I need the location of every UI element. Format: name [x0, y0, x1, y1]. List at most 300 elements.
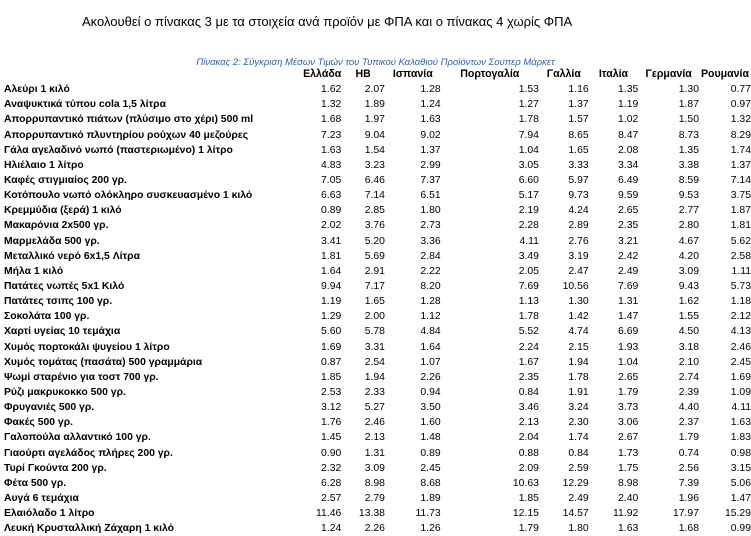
price-cell: 1.32 [321, 99, 342, 111]
price-cell: 5.20 [364, 235, 385, 247]
price-cell: 5.06 [730, 477, 751, 489]
header-country: Ελλάδα [303, 68, 342, 81]
price-cell: 3.50 [420, 402, 441, 414]
table-row [4, 400, 751, 415]
price-cell: 2.26 [364, 523, 385, 535]
price-cell: 2.77 [678, 205, 699, 217]
intro-paragraph: Ακολουθεί ο πίνακας 3 με τα στοιχεία ανά προϊόν με ΦΠΑ και ο πίνακας 4 χωρίς ΦΠΑ [82, 14, 573, 29]
price-cell: 0.98 [730, 447, 751, 459]
price-cell: 2.47 [568, 265, 589, 277]
price-cell: 11.73 [415, 508, 441, 520]
product-name: Αυγά 6 τεμάχια [4, 493, 79, 504]
price-cell: 1.62 [321, 84, 342, 96]
price-cell: 3.09 [364, 462, 385, 474]
price-cell: 6.60 [518, 175, 539, 187]
price-cell: 8.29 [730, 129, 751, 141]
price-cell: 8.98 [618, 477, 639, 489]
price-cell: 1.79 [518, 523, 539, 535]
product-name: Καφές στιγμιαίος 200 γρ. [4, 175, 127, 187]
price-cell: 2.45 [420, 462, 441, 474]
price-cell: 3.38 [678, 159, 699, 171]
price-cell: 1.85 [518, 493, 539, 504]
price-cell: 0.89 [420, 447, 441, 459]
price-cell: 2.05 [518, 265, 539, 277]
price-cell: 1.31 [618, 296, 639, 308]
price-cell: 3.41 [321, 235, 342, 247]
price-cell: 1.27 [518, 99, 539, 111]
price-cell: 3.31 [364, 341, 385, 353]
price-cell: 2.09 [518, 462, 539, 474]
product-name: Ψωμί σταρένιο για τοστ 700 γρ. [4, 371, 159, 383]
price-cell: 2.15 [568, 341, 589, 353]
price-cell: 2.19 [518, 205, 539, 217]
price-cell: 7.17 [364, 281, 385, 293]
price-cell: 2.74 [678, 371, 699, 383]
price-cell: 2.04 [518, 432, 539, 444]
header-country: Γερμανία [645, 68, 692, 81]
price-cell: 4.74 [568, 326, 589, 338]
product-name: Πατάτες νωπές 5x1 Κιλό [4, 281, 125, 293]
price-cell: 1.47 [730, 493, 751, 504]
price-cell: 1.69 [321, 341, 342, 353]
price-cell: 2.76 [568, 235, 589, 247]
price-cell: 7.05 [321, 175, 342, 187]
table-row [4, 324, 751, 339]
price-cell: 1.57 [568, 114, 589, 126]
price-cell: 1.65 [568, 144, 589, 156]
price-cell: 2.02 [321, 220, 342, 232]
product-name: Αναψυκτικά τύπου cola 1,5 λίτρα [4, 99, 166, 111]
price-cell: 3.15 [730, 462, 751, 474]
price-cell: 3.73 [618, 402, 639, 414]
price-cell: 1.79 [618, 387, 639, 399]
price-cell: 1.30 [568, 296, 589, 308]
price-cell: 2.42 [618, 250, 639, 262]
price-cell: 1.30 [678, 84, 699, 96]
price-cell: 1.37 [568, 99, 589, 111]
price-cell: 7.69 [618, 281, 639, 293]
price-cell: 1.11 [731, 265, 751, 277]
price-cell: 2.57 [321, 493, 342, 504]
product-name: Γάλα αγελαδινό νωπό (παστεριωμένο) 1 λίτρο [4, 144, 233, 156]
product-name: Ηλιέλαιο 1 λίτρο [4, 159, 84, 171]
price-cell: 1.24 [321, 523, 342, 535]
price-cell: 1.63 [618, 523, 639, 535]
price-cell: 4.11 [519, 235, 539, 247]
price-cell: 2.35 [618, 220, 639, 232]
price-cell: 3.36 [420, 235, 441, 247]
price-cell: 2.37 [678, 417, 699, 429]
price-cell: 9.02 [420, 129, 441, 141]
price-cell: 1.79 [678, 432, 699, 444]
price-cell: 0.89 [321, 205, 342, 217]
price-cell: 2.73 [420, 220, 441, 232]
price-cell: 1.87 [678, 99, 699, 111]
price-cell: 2.13 [518, 417, 539, 429]
price-cell: 1.73 [618, 447, 639, 459]
price-cell: 1.80 [568, 523, 589, 535]
table-row [4, 415, 751, 430]
price-cell: 3.49 [518, 250, 539, 262]
price-cell: 15.29 [724, 508, 751, 520]
price-cell: 7.39 [678, 477, 699, 489]
price-cell: 1.26 [420, 523, 441, 535]
price-cell: 5.73 [730, 281, 751, 293]
price-cell: 4.40 [678, 402, 699, 414]
price-cell: 2.53 [321, 387, 342, 399]
price-cell: 1.47 [618, 311, 639, 323]
price-cell: 0.90 [321, 447, 342, 459]
price-cell: 1.81 [730, 220, 751, 232]
price-cell: 3.33 [568, 159, 589, 171]
price-cell: 2.89 [568, 220, 589, 232]
price-cell: 8.47 [618, 129, 639, 141]
price-cell: 1.75 [618, 462, 639, 474]
price-cell: 1.94 [364, 371, 385, 383]
table-row [4, 461, 751, 476]
product-name: Τυρί Γκούντα 200 γρ. [4, 462, 107, 474]
price-cell: 1.94 [568, 356, 589, 368]
table-row [4, 521, 751, 536]
price-cell: 6.28 [321, 477, 342, 489]
price-cell: 6.69 [618, 326, 639, 338]
price-cell: 0.97 [730, 99, 751, 111]
table-row [4, 476, 751, 491]
price-cell: 1.63 [730, 417, 751, 429]
price-cell: 5.60 [321, 326, 342, 338]
price-cell: 8.98 [364, 477, 385, 489]
price-cell: 2.79 [364, 493, 385, 504]
table-row [4, 309, 751, 324]
price-cell: 1.50 [678, 114, 699, 126]
price-cell: 2.58 [730, 250, 751, 262]
header-country: ΗΒ [355, 68, 371, 81]
price-cell: 11.46 [316, 508, 342, 520]
price-cell: 1.74 [568, 432, 589, 444]
price-cell: 4.13 [730, 326, 751, 338]
price-cell: 1.78 [518, 114, 539, 126]
product-name: Αλεύρι 1 κιλό [4, 84, 70, 96]
product-name: Φακές 500 γρ. [4, 417, 74, 429]
product-name: Χυμός τομάτας (πασάτα) 500 γραμμάρια [4, 356, 203, 368]
price-cell: 5.69 [364, 250, 385, 262]
price-cell: 11.92 [613, 508, 639, 520]
price-cell: 1.42 [568, 311, 589, 323]
product-name: Φρυγανιές 500 γρ. [4, 402, 95, 414]
price-cell: 1.32 [730, 114, 751, 126]
price-cell: 1.68 [321, 114, 342, 126]
price-cell: 9.73 [568, 190, 589, 202]
price-cell: 9.53 [678, 190, 699, 202]
price-cell: 8.65 [568, 129, 589, 141]
price-cell: 7.14 [730, 175, 751, 187]
price-cell: 1.91 [568, 387, 589, 399]
price-cell: 1.78 [518, 311, 539, 323]
table-row [4, 234, 751, 249]
price-cell: 1.83 [730, 432, 751, 444]
price-cell: 3.12 [321, 402, 342, 414]
table-row [4, 385, 751, 400]
header-country: Ιταλία [598, 68, 629, 81]
price-cell: 1.02 [618, 114, 639, 126]
price-cell: 1.12 [420, 311, 441, 323]
price-cell: 12.15 [512, 508, 539, 520]
price-cell: 9.94 [321, 281, 342, 293]
price-cell: 7.23 [321, 129, 342, 141]
price-cell: 0.88 [518, 447, 539, 459]
price-cell: 2.99 [420, 159, 441, 171]
price-cell: 1.16 [568, 84, 589, 96]
price-cell: 2.10 [678, 356, 699, 368]
price-cell: 6.46 [364, 175, 385, 187]
price-cell: 2.26 [420, 371, 441, 383]
price-cell: 0.77 [730, 84, 751, 96]
table-row [4, 491, 751, 506]
price-cell: 8.59 [678, 175, 699, 187]
table-row [4, 355, 751, 370]
product-name: Κρεμμύδια (ξερά) 1 κιλό [4, 205, 122, 217]
price-cell: 17.97 [672, 508, 699, 520]
table-row [4, 264, 751, 279]
price-cell: 2.45 [730, 356, 751, 368]
table-row [4, 506, 751, 521]
table-row [4, 173, 751, 188]
price-cell: 0.99 [730, 523, 751, 535]
table-row [4, 249, 751, 264]
product-name: Χαρτί υγείας 10 τεμάχια [4, 326, 121, 338]
price-cell: 5.97 [568, 175, 589, 187]
price-cell: 4.50 [678, 326, 699, 338]
price-cell: 5.78 [364, 326, 385, 338]
price-cell: 5.27 [364, 402, 385, 414]
price-cell: 1.37 [730, 159, 751, 171]
price-cell: 6.51 [420, 190, 441, 202]
price-cell: 1.65 [364, 296, 385, 308]
price-cell: 3.05 [518, 159, 539, 171]
price-cell: 2.49 [568, 493, 589, 504]
product-name: Μακαρόνια 2x500 γρ. [4, 220, 109, 232]
price-cell: 1.35 [678, 144, 699, 156]
price-cell: 5.17 [518, 190, 539, 202]
price-cell: 1.07 [420, 356, 441, 368]
price-cell: 1.13 [518, 296, 539, 308]
price-cell: 3.75 [730, 190, 751, 202]
price-cell: 7.37 [420, 175, 441, 187]
price-cell: 2.46 [364, 417, 385, 429]
price-cell: 1.64 [420, 341, 441, 353]
price-cell: 1.35 [618, 84, 639, 96]
price-cell: 1.74 [730, 144, 751, 156]
price-cell: 7.94 [518, 129, 539, 141]
price-cell: 4.11 [731, 402, 751, 414]
price-cell: 3.34 [618, 159, 639, 171]
price-cell: 3.21 [618, 235, 639, 247]
price-cell: 3.46 [518, 402, 539, 414]
price-cell: 2.80 [678, 220, 699, 232]
price-cell: 1.64 [321, 265, 342, 277]
price-cell: 2.59 [568, 462, 589, 474]
price-cell: 5.52 [518, 326, 539, 338]
price-cell: 4.84 [420, 326, 441, 338]
price-cell: 6.63 [321, 190, 342, 202]
price-cell: 2.07 [364, 84, 385, 96]
price-cell: 1.76 [321, 417, 342, 429]
product-name: Μαρμελάδα 500 γρ. [4, 235, 100, 247]
price-cell: 4.67 [678, 235, 699, 247]
price-cell: 4.83 [321, 159, 342, 171]
price-cell: 14.57 [562, 508, 589, 520]
price-cell: 1.04 [518, 144, 539, 156]
price-cell: 1.54 [364, 144, 385, 156]
price-cell: 7.69 [518, 281, 539, 293]
table-row [4, 294, 751, 309]
price-cell: 1.48 [420, 432, 441, 444]
price-cell: 2.08 [618, 144, 639, 156]
table-row [4, 188, 751, 203]
product-name: Γιαούρτι αγελάδος πλήρες 200 γρ. [4, 447, 173, 459]
table-header [4, 67, 751, 82]
price-cell: 4.24 [568, 205, 589, 217]
product-name: Απορρυπαντικό πιάτων (πλύσιμο στο χέρι) 500 ml [4, 114, 254, 126]
price-cell: 1.31 [364, 447, 385, 459]
table-row [4, 128, 751, 143]
price-cell: 9.59 [618, 190, 639, 202]
table-caption: Πίνακας 2: Σύγκριση Μέσων Τιμών του Τυπικού Καλαθιού Προϊόντων Σουπερ Μάρκετ [196, 57, 555, 68]
price-cell: 1.89 [420, 493, 441, 504]
price-cell: 1.80 [420, 205, 441, 217]
price-cell: 1.87 [730, 205, 751, 217]
price-cell: 1.67 [518, 356, 539, 368]
price-cell: 2.35 [518, 371, 539, 383]
price-cell: 1.45 [321, 432, 342, 444]
product-name: Πατάτες τσιπς 100 γρ. [4, 296, 113, 308]
price-cell: 2.24 [518, 341, 539, 353]
price-cell: 1.28 [420, 296, 441, 308]
price-cell: 0.94 [420, 387, 441, 399]
price-cell: 2.12 [730, 311, 751, 323]
price-cell: 0.74 [678, 447, 699, 459]
price-cell: 1.63 [420, 114, 441, 126]
price-cell: 1.19 [321, 296, 342, 308]
price-cell: 2.40 [618, 493, 639, 504]
price-cell: 1.53 [518, 84, 539, 96]
price-cell: 4.20 [678, 250, 699, 262]
table-row [4, 203, 751, 218]
price-cell: 2.46 [730, 341, 751, 353]
price-cell: 8.68 [420, 477, 441, 489]
price-cell: 2.13 [364, 432, 385, 444]
price-cell: 2.56 [678, 462, 699, 474]
price-cell: 1.29 [321, 311, 342, 323]
header-country: Ισπανία [392, 68, 433, 81]
price-cell: 3.23 [364, 159, 385, 171]
table-row [4, 97, 751, 112]
price-cell: 2.22 [420, 265, 441, 277]
price-cell: 1.96 [678, 493, 699, 504]
price-cell: 10.63 [512, 477, 539, 489]
price-cell: 2.84 [420, 250, 441, 262]
product-name: Ελαιόλαδο 1 λίτρο [4, 508, 95, 520]
price-cell: 1.04 [618, 356, 639, 368]
price-cell: 2.00 [364, 311, 385, 323]
price-cell: 0.87 [321, 356, 342, 368]
price-cell: 3.24 [568, 402, 589, 414]
price-cell: 12.29 [562, 477, 589, 489]
price-cell: 9.04 [364, 129, 385, 141]
product-name: Χυμός πορτοκάλι ψυγείου 1 λίτρο [4, 341, 170, 353]
table-row [4, 112, 751, 127]
table-row [4, 279, 751, 294]
price-cell: 1.85 [321, 371, 342, 383]
price-cell: 1.19 [618, 99, 639, 111]
product-name: Μήλα 1 κιλό [4, 265, 64, 277]
price-cell: 1.81 [321, 250, 342, 262]
price-cell: 2.49 [618, 265, 639, 277]
price-cell: 1.63 [321, 144, 342, 156]
price-cell: 2.91 [364, 265, 385, 277]
product-name: Μεταλλικό νερό 6x1,5 Λίτρα [4, 250, 140, 262]
table-body [4, 82, 751, 536]
table-row [4, 143, 751, 158]
price-cell: 7.14 [364, 190, 385, 202]
price-cell: 1.62 [678, 296, 699, 308]
price-cell: 2.54 [364, 356, 385, 368]
price-cell: 2.39 [678, 387, 699, 399]
price-cell: 3.06 [618, 417, 639, 429]
price-comparison-table [4, 67, 751, 536]
price-cell: 6.49 [618, 175, 639, 187]
price-cell: 1.93 [618, 341, 639, 353]
price-cell: 1.09 [730, 387, 751, 399]
price-cell: 3.76 [364, 220, 385, 232]
product-name: Φέτα 500 γρ. [4, 477, 67, 489]
price-cell: 1.89 [364, 99, 385, 111]
product-name: Ρύζι μακρυκοκκο 500 γρ. [4, 387, 126, 399]
price-cell: 1.28 [420, 84, 441, 96]
price-cell: 3.09 [678, 265, 699, 277]
product-name: Λευκή Κρυσταλλική Ζάχαρη 1 κιλό [4, 523, 174, 535]
price-cell: 0.84 [518, 387, 539, 399]
price-cell: 3.18 [678, 341, 699, 353]
product-name: Γαλοπούλα αλλαντικό 100 γρ. [4, 432, 151, 444]
price-cell: 2.30 [568, 417, 589, 429]
table-row [4, 218, 751, 233]
price-cell: 1.55 [678, 311, 699, 323]
price-cell: 1.24 [420, 99, 441, 111]
table-row [4, 158, 751, 173]
product-name: Σοκολάτα 100 γρ. [4, 311, 90, 323]
price-cell: 0.84 [568, 447, 589, 459]
table-row [4, 370, 751, 385]
price-cell: 1.68 [678, 523, 699, 535]
table-row [4, 430, 751, 445]
header-country: Γαλλία [546, 68, 581, 81]
price-cell: 5.62 [730, 235, 751, 247]
price-cell: 2.33 [364, 387, 385, 399]
price-cell: 1.18 [730, 296, 751, 308]
price-cell: 8.73 [678, 129, 699, 141]
header-product [4, 67, 303, 82]
table-row [4, 340, 751, 355]
header-country: Ρουμανία [700, 68, 750, 81]
price-cell: 2.65 [618, 205, 639, 217]
price-cell: 8.20 [420, 281, 441, 293]
table-row [4, 446, 751, 461]
price-cell: 2.32 [321, 462, 342, 474]
price-cell: 10.56 [562, 281, 589, 293]
price-cell: 1.97 [364, 114, 385, 126]
price-cell: 1.69 [730, 371, 751, 383]
